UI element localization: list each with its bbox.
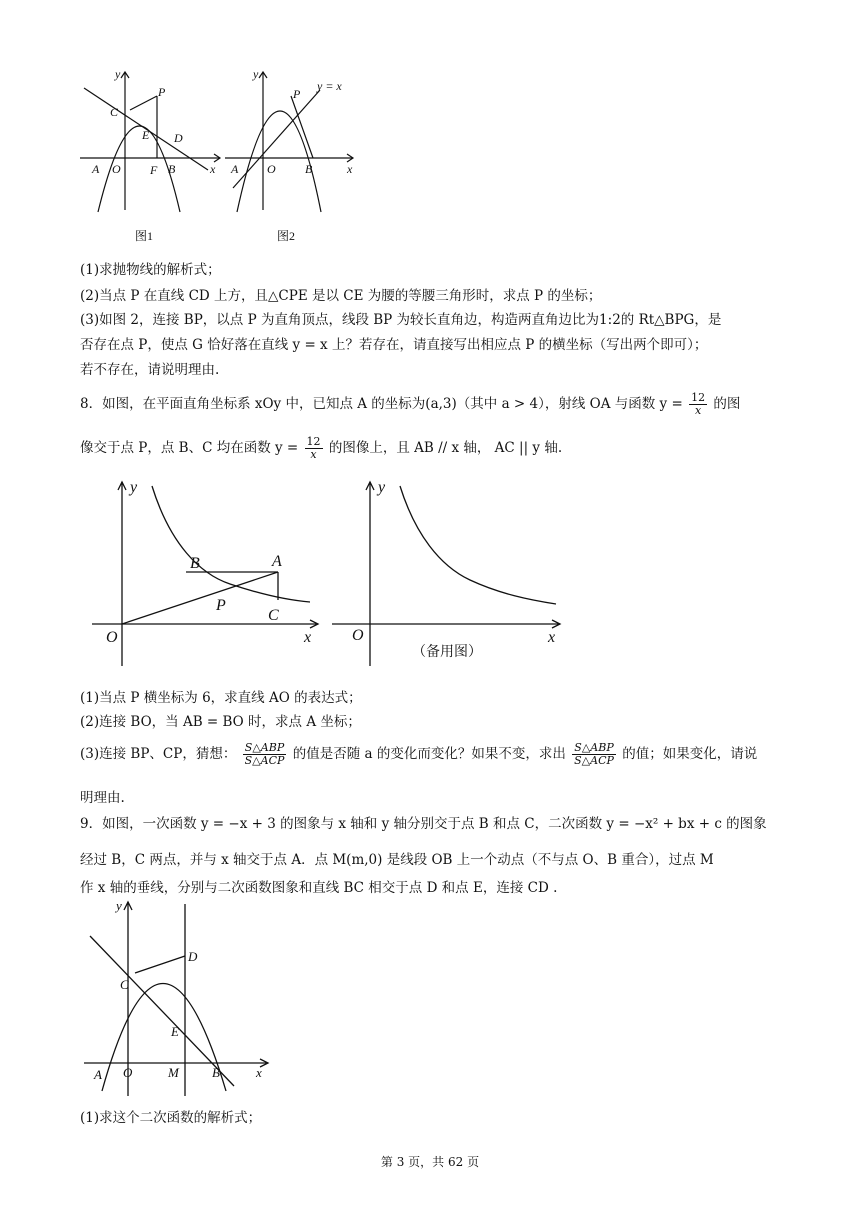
page-footer: 第 3 页，共 62 页 bbox=[380, 1155, 480, 1169]
q8-line1-post: 的图 bbox=[713, 396, 741, 412]
q7-part3-line3: 若不存在，请说明理由. bbox=[80, 362, 220, 378]
fig1-label-c: C bbox=[110, 105, 119, 119]
q7-part3-line2: 否存在点 P，使点 G 恰好落在直线 y = x 上？若存在，请直接写出相应点 P 的横坐标（写出两个即可）； bbox=[80, 337, 708, 353]
fig1-label-a: A bbox=[92, 162, 100, 176]
q8-line1 bbox=[80, 392, 740, 417]
q8-ratio-2: $\frac{\text{S△ABP}}{\text{S△ACP}}$ bbox=[574, 741, 614, 767]
q9-label-x: x bbox=[256, 1065, 262, 1080]
fig1-label-f: F bbox=[150, 163, 158, 177]
q9-figure bbox=[80, 896, 280, 1096]
q8-label-b: B bbox=[190, 555, 200, 572]
q8-ratio-1: $\frac{\text{S△ABP}}{\text{S△ACP}}$ bbox=[244, 741, 285, 767]
q8-label-y: y bbox=[130, 479, 138, 496]
q8-label-a: A bbox=[272, 553, 282, 570]
q8-figure-main bbox=[90, 474, 330, 674]
q9-label-c: C bbox=[120, 977, 129, 992]
fig2-label-o: O bbox=[267, 162, 276, 176]
q8-label-x: x bbox=[304, 629, 312, 646]
fig1-caption: 图1 bbox=[135, 229, 154, 243]
figure-2 bbox=[225, 60, 365, 250]
q9-label-e: E bbox=[171, 1024, 179, 1039]
q8-backup-caption: （备用图） bbox=[412, 645, 482, 660]
q8-label-c: C bbox=[268, 607, 279, 624]
fig2-caption: 图2 bbox=[277, 229, 296, 243]
q9-label-y: y bbox=[116, 898, 122, 913]
fig1-label-e: E bbox=[142, 128, 150, 142]
fig1-label-d: D bbox=[174, 131, 183, 145]
q9-part1: (1)求这个二次函数的解析式； bbox=[80, 1110, 262, 1126]
q7-part3-line1: (3)如图 2，连接 BP，以点 P 为直角顶点，线段 BP 为较长直角边，构造两直角边比为1:2的 Rt△BPG，是 bbox=[80, 312, 722, 328]
q9-line3: 作 x 轴的垂线，分别与二次函数图象和直线 BC 相交于点 D 和点 E，连接 CD . bbox=[80, 880, 558, 896]
q8-label-o: O bbox=[106, 629, 118, 646]
q8-part1: (1)当点 P 横坐标为 6，求直线 AO 的表达式； bbox=[80, 690, 362, 706]
q9-label-b: B bbox=[212, 1065, 220, 1080]
fig1-label-p: P bbox=[158, 85, 166, 99]
fig2-label-p: P bbox=[293, 87, 301, 101]
q9-line1: 9．如图，一次函数 y = −x + 3 的图象与 x 轴和 y 轴分别交于点 B 和点 C，二次函数 y = −x² + bx + c 的图象 bbox=[80, 816, 767, 832]
q8-line1-pre: 8．如图，在平面直角坐标系 xOy 中，已知点 A 的坐标为(a,3)（其中 a > 4），射线 OA 与函数 y = bbox=[80, 396, 683, 412]
q8-fraction-2: $\frac{12}{x}$ bbox=[306, 435, 321, 461]
q8-backup-label-y: y bbox=[378, 479, 386, 496]
q9-label-d: D bbox=[188, 949, 198, 964]
fig2-label-a: A bbox=[231, 162, 239, 176]
q8-backup-label-x: x bbox=[548, 629, 556, 646]
fig1-label-y: y bbox=[115, 67, 121, 81]
q8-label-p: P bbox=[216, 597, 226, 614]
q8-part3-line1 bbox=[80, 742, 757, 767]
fig1-label-o: O bbox=[112, 162, 121, 176]
fig2-label-y: y bbox=[253, 67, 259, 81]
q8-line2-post: 的图像上，且 AB // x 轴， AC || y 轴. bbox=[328, 440, 563, 456]
q8-line2-pre: 像交于点 P，点 B、C 均在函数 y = bbox=[80, 440, 299, 456]
fig2-label-x: x bbox=[347, 162, 353, 176]
fig2-label-b: B bbox=[305, 162, 313, 176]
q9-label-o: O bbox=[123, 1065, 133, 1080]
q9-label-a: A bbox=[94, 1067, 102, 1082]
q8-part3-mid2: 的值；如果变化，请说 bbox=[622, 746, 758, 762]
q9-label-m: M bbox=[168, 1065, 179, 1080]
q8-part2: (2)连接 BO，当 AB = BO 时，求点 A 坐标； bbox=[80, 714, 361, 730]
fig1-label-x: x bbox=[210, 162, 216, 176]
q9-line2: 经过 B，C 两点，并与 x 轴交于点 A．点 M(m,0) 是线段 OB 上一个动点（不与点 O、B 重合），过点 M bbox=[80, 852, 714, 868]
q7-part1: (1)求抛物线的解析式； bbox=[80, 262, 221, 278]
q8-part3-line2: 明理由. bbox=[80, 790, 125, 806]
fig1-label-b: B bbox=[168, 162, 176, 176]
figure-1 bbox=[80, 60, 230, 250]
q8-line2 bbox=[80, 436, 562, 461]
q8-part3-pre: (3)连接 BP、CP，猜想： bbox=[80, 746, 237, 762]
q8-figure-backup bbox=[330, 474, 570, 674]
q8-part3-mid1: 的值是否随 a 的变化而变化？如果不变，求出 bbox=[292, 746, 566, 762]
q7-part2: (2)当点 P 在直线 CD 上方，且△CPE 是以 CE 为腰的等腰三角形时，求点 P 的坐标； bbox=[80, 288, 602, 304]
q8-backup-label-o: O bbox=[352, 627, 364, 644]
q8-fraction-1: $\frac{12}{x}$ bbox=[691, 391, 706, 417]
fig2-label-line: y = x bbox=[317, 79, 342, 93]
